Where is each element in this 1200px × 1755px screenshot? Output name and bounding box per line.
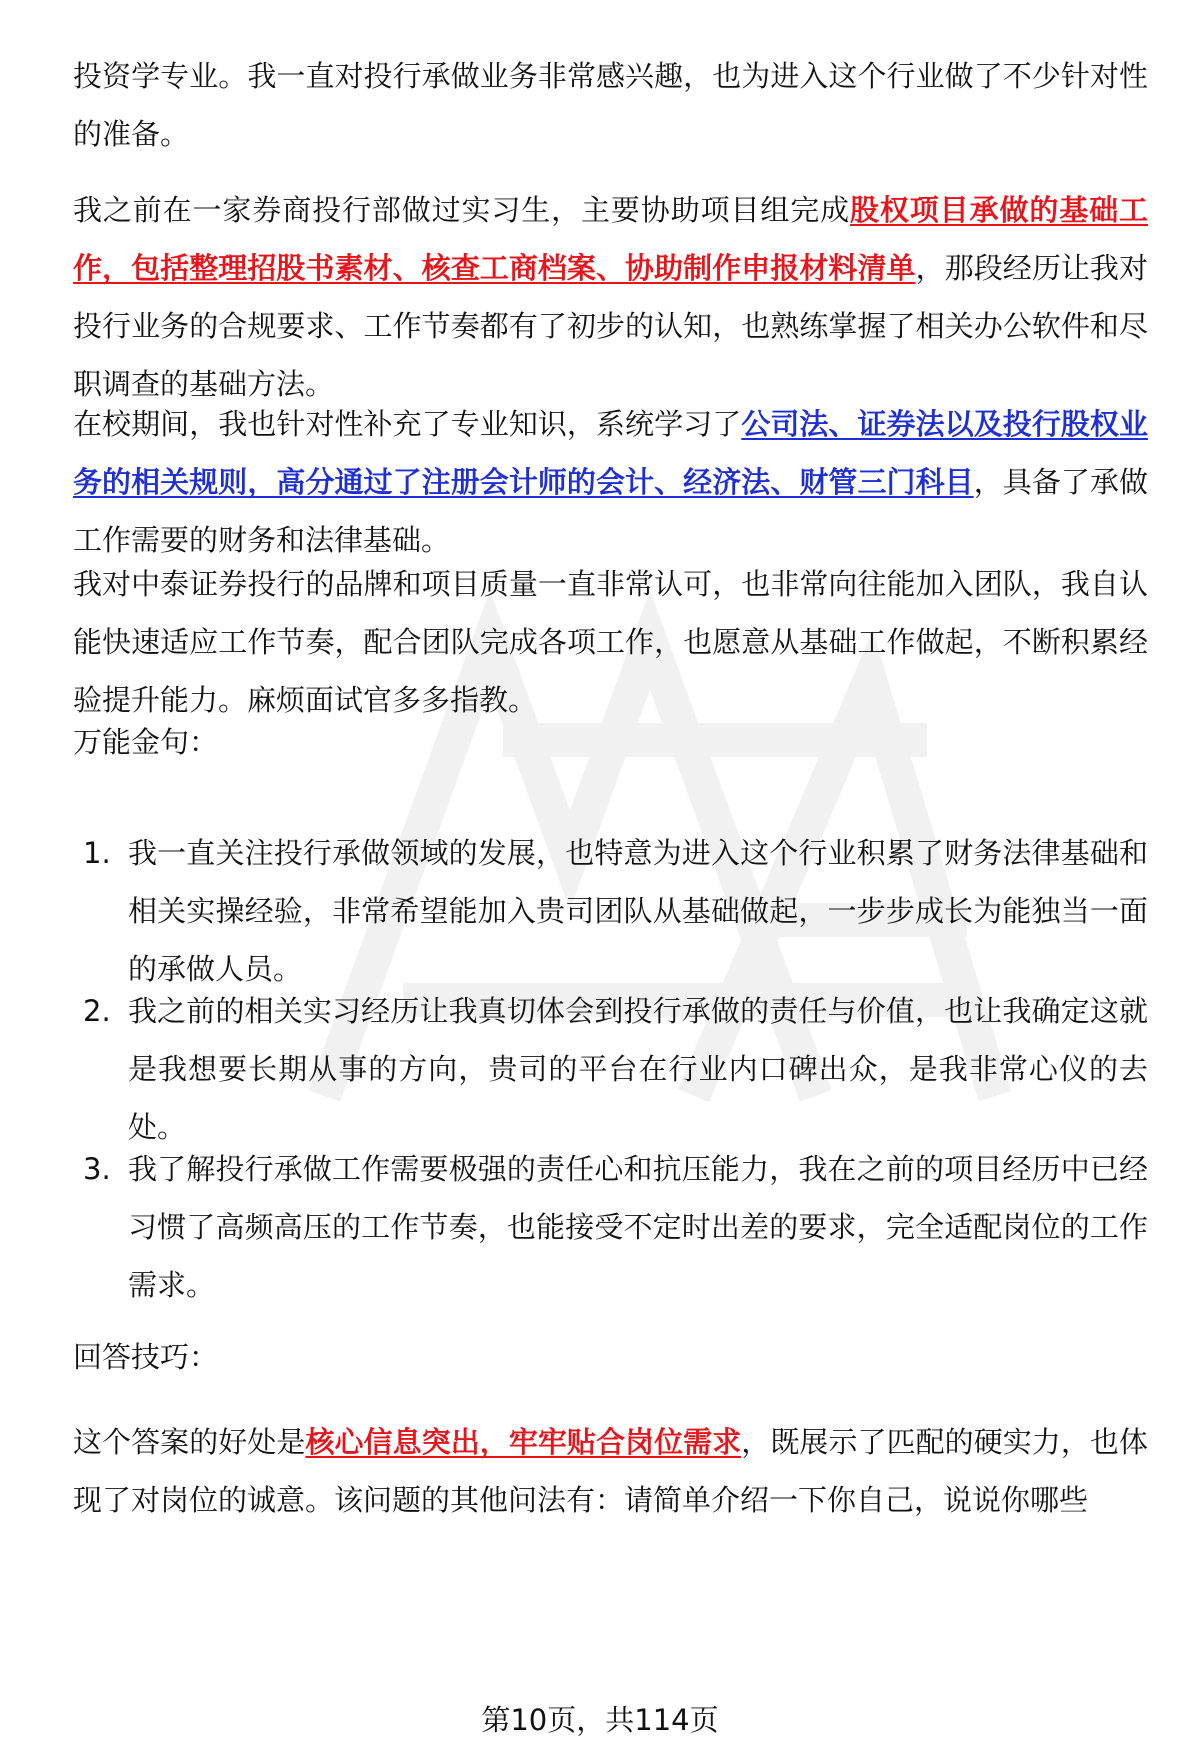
answer-tips-heading: 回答技巧： xyxy=(73,1340,219,1374)
paragraph-internship-text-2: ，那段经历让我对投行业务的合规要求、工作节奏都有了初步的认知，也熟练掌握了相关办公软件和尽职调查的基础方法。 xyxy=(73,251,1148,401)
highlight-knowledge: 公司法、证券法以及投行股权业务的相关规则，高分通过了注册会计师的会计、经济法、财管三门科目 xyxy=(73,407,1148,499)
answer-tips-text-2: ，既展示了匹配的硬实力，也体现了对岗位的诚意。该问题的其他问法有：请简单介绍一下你自己，说说你哪些 xyxy=(73,1425,1148,1517)
paragraph-internship xyxy=(73,181,1148,413)
paragraph-motivation: 我对中泰证券投行的品牌和项目质量一直非常认可，也非常向往能加入团队，我自认能快速适应工作节奏，配合团队完成各项工作，也愿意从基础工作做起，不断积累经验提升能力。麻烦面试官多多指教。 xyxy=(73,567,1148,717)
list-item-text: 我之前的相关实习经历让我真切体会到投行承做的责任与价值，也让我确定这就是我想要长期从事的方向，贵司的平台在行业内口碑出众，是我非常心仪的去处。 xyxy=(128,994,1148,1144)
answer-tips-paragraph xyxy=(73,1413,1148,1529)
list-item-number: 2. xyxy=(83,994,111,1028)
paragraph-education-text-1: 在校期间，我也针对性补充了专业知识，系统学习了 xyxy=(73,407,742,441)
highlight-internship-duties: 股权项目承做的基础工作，包括整理招股书素材、核查工商档案、协助制作申报材料清单 xyxy=(73,193,1148,285)
paragraph-internship-text-1: 我之前在一家券商投行部做过实习生，主要协助项目组完成 xyxy=(73,193,851,227)
paragraph-intro-continuation: 投资学专业。我一直对投行承做业务非常感兴趣，也为进入这个行业做了不少针对性的准备。 xyxy=(73,59,1148,151)
paragraph-education xyxy=(73,395,1148,569)
highlight-tips-core: 核心信息突出，牢牢贴合岗位需求 xyxy=(305,1425,742,1459)
list-item-number: 1. xyxy=(83,836,111,870)
paragraph-education-text-2: ，具备了承做工作需要的财务和法律基础。 xyxy=(73,465,1148,557)
list-item-text: 我了解投行承做工作需要极强的责任心和抗压能力，我在之前的项目经历中已经习惯了高频高压的工作节奏，也能接受不定时出差的要求，完全适配岗位的工作需求。 xyxy=(128,1152,1148,1302)
answer-tips-text-1: 这个答案的好处是 xyxy=(73,1425,306,1459)
golden-phrases-heading: 万能金句： xyxy=(73,725,219,759)
list-item-text: 我一直关注投行承做领域的发展，也特意为进入这个行业积累了财务法律基础和相关实操经验，非常希望能加入贵司团队从基础做起，一步步成长为能独当一面的承做人员。 xyxy=(128,836,1148,986)
page-number-footer: 第10页，共114页 xyxy=(481,1703,719,1737)
list-item-number: 3. xyxy=(83,1152,111,1186)
